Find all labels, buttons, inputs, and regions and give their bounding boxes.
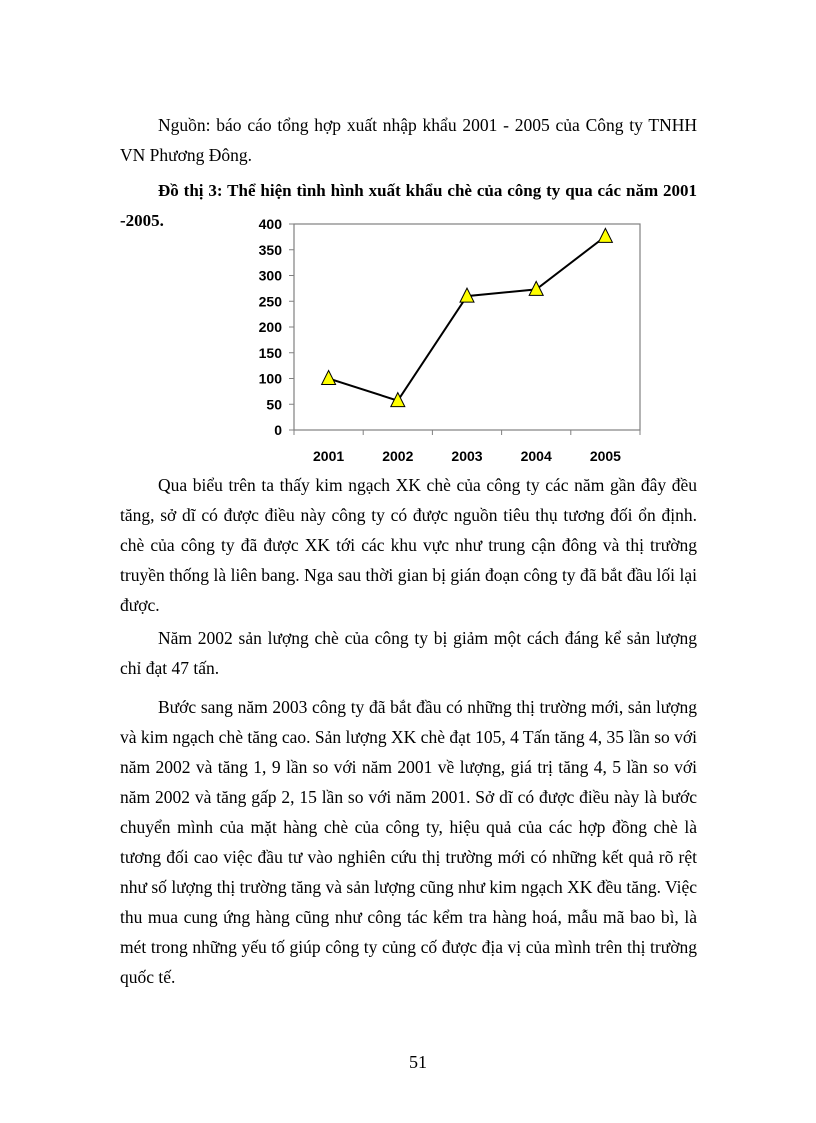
- data-point-marker: [598, 228, 612, 242]
- y-tick-label: 400: [258, 216, 282, 232]
- chart-svg: [240, 212, 660, 470]
- paragraph-1: Qua biểu trên ta thấy kim ngạch XK chè của công ty các năm gần đây đều tăng, sở dĩ có được điều này công ty có được nguồn tiêu thụ tương đối ổn định. chè của công ty đã được XK tới các khu vực như trung cận đông và thị trường truyền thống là liên bang. Nga sau thời gian bị gián đoạn công ty đã bắt đầu lối lại được.: [120, 475, 697, 615]
- export-line-chart: [240, 212, 660, 470]
- y-tick-label: 50: [266, 396, 282, 413]
- y-tick-label: 350: [258, 241, 282, 258]
- y-tick-label: 100: [258, 370, 282, 387]
- x-tick-label: 2003: [451, 448, 483, 464]
- x-tick-label: 2001: [313, 448, 345, 464]
- chart-caption: Đồ thị 3: Thể hiện tình hình xuất khẩu chè của công ty qua các năm 2001 -2005.: [120, 181, 697, 230]
- plot-area-frame: [294, 224, 640, 430]
- page-number: 51: [409, 1052, 427, 1072]
- source-note: Nguồn: báo cáo tổng hợp xuất nhập khẩu 2001 - 2005 của Công ty TNHH VN Phương Đông.: [120, 115, 697, 165]
- x-tick-label: 2002: [382, 448, 414, 464]
- paragraph-2: Năm 2002 sản lượng chè của công ty bị giảm một cách đáng kể sản lượng chỉ đạt 47 tấn.: [120, 628, 697, 678]
- y-tick-label: 250: [258, 293, 282, 310]
- x-tick-label: 2004: [520, 448, 552, 464]
- y-tick-label: 200: [258, 319, 282, 335]
- x-tick-label: 2005: [589, 448, 621, 464]
- y-tick-label: 150: [258, 344, 282, 361]
- data-point-marker: [322, 371, 336, 385]
- y-tick-label: 300: [258, 267, 282, 284]
- paragraph-3: Bước sang năm 2003 công ty đã bắt đầu có những thị trường mới, sản lượng và kim ngạch chè tăng cao. Sản lượng XK chè đạt 105, 4 Tấn tăng 4, 35 lần so với năm 2002 và tăng 1, 9 lần so với năm 2001 về lượng, giá trị tăng 4, 5 lần so với năm 2002 và tăng gấp 2, 15 lần so với năm 2001. Sở dĩ có được điều này là bước chuyển mình của mặt hàng chè của công ty, hiệu quả của các hợp đồng chè là tương đối cao việc đầu tư vào nghiên cứu thị trường mới có những kết quả rõ rệt như số lượng thị trường tăng và sản lượng cũng như kim ngạch XK đều tăng. Việc thu mua cung ứng hàng cũng như công tác kểm tra hàng hoá, mẫu mã bao bì, là mét trong những yếu tố giúp công ty củng cố được địa vị của mình trên thị trường quốc tế.: [120, 697, 697, 987]
- series-line: [329, 236, 606, 400]
- data-point-marker: [529, 281, 543, 295]
- y-tick-label: 0: [274, 422, 282, 438]
